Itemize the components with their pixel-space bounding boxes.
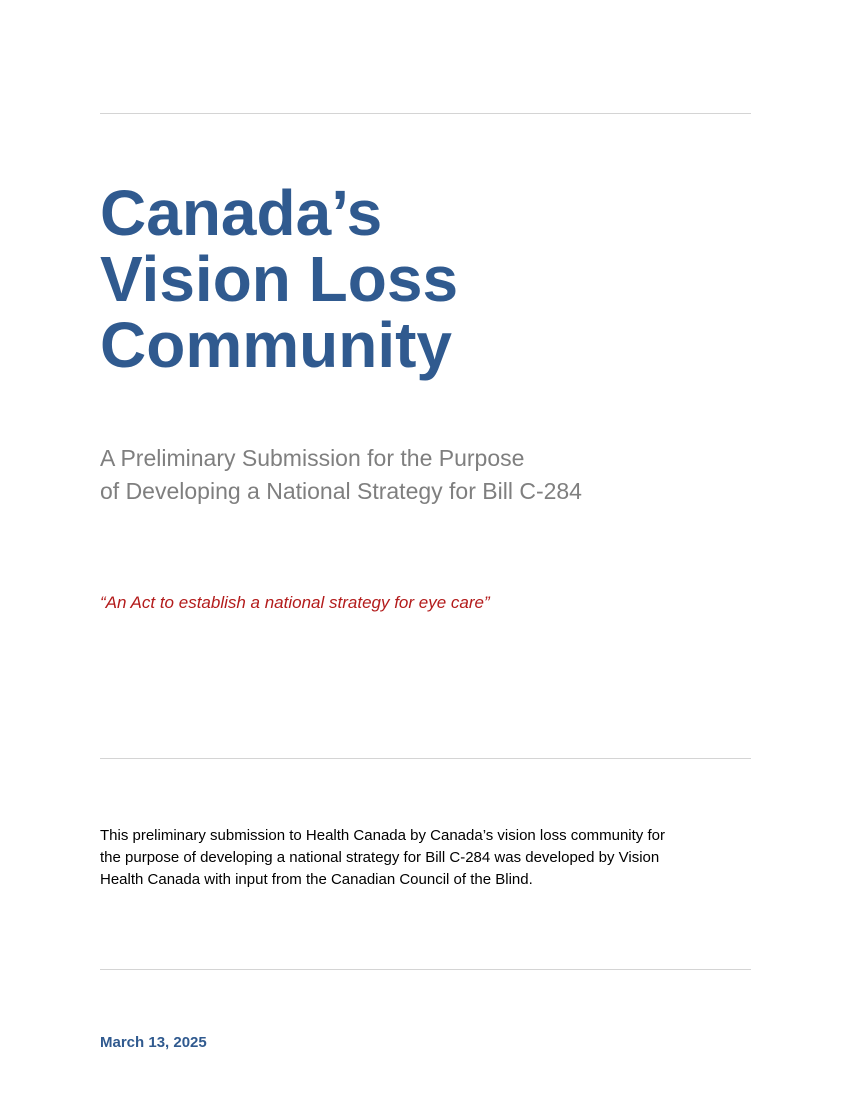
subtitle-line-1: A Preliminary Submission for the Purpose (100, 445, 525, 471)
title-line-3: Community (100, 309, 452, 381)
document-subtitle (100, 442, 582, 508)
description-line-3: Health Canada with input from the Canadian Council of the Blind. (100, 871, 533, 888)
middle-divider (100, 758, 751, 759)
bottom-divider (100, 969, 751, 970)
submission-date: March 13, 2025 (100, 1034, 207, 1051)
title-line-2: Vision Loss (100, 243, 459, 315)
title-line-1: Canada’s (100, 177, 383, 249)
document-title (100, 177, 459, 381)
description-line-2: the purpose of developing a national strategy for Bill C-284 was developed by Vision (100, 849, 660, 866)
top-divider (100, 113, 751, 114)
subtitle-line-2: of Developing a National Strategy for Bill C-284 (100, 478, 582, 504)
description-line-1: This preliminary submission to Health Canada by Canada’s vision loss community for (100, 827, 665, 844)
submission-description (100, 825, 751, 891)
bill-quote: “An Act to establish a national strategy for eye care” (100, 593, 490, 612)
